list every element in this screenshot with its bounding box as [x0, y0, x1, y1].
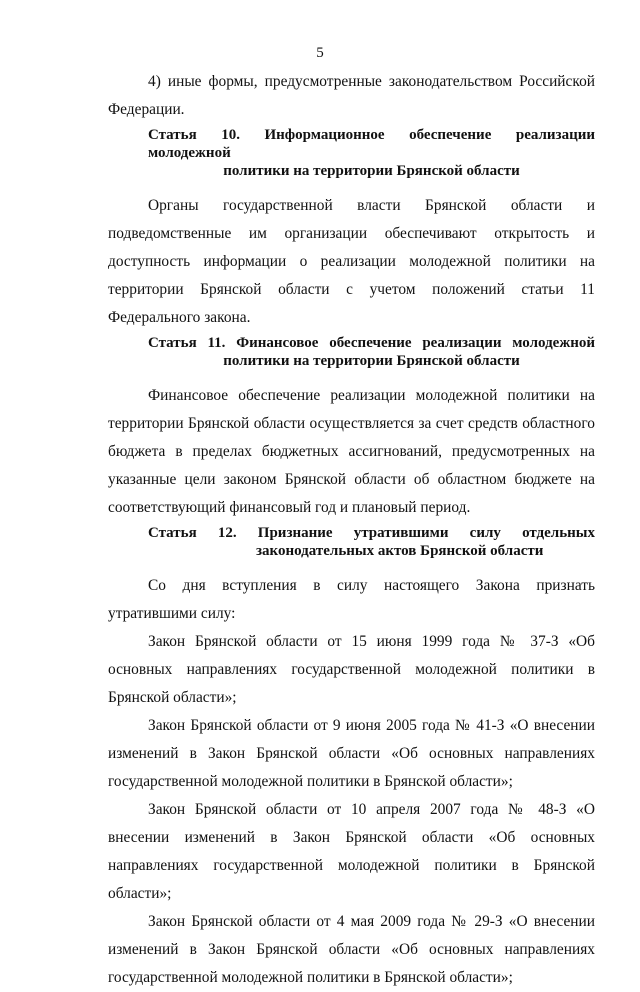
- repealed-law-item: Закон Брянской области от 10 апреля 2007 года № 48-З «О внесении изменений в Закон Брянской области «Об основных направлениях государственной молодежной политики в Брянской области»;: [108, 801, 595, 902]
- article-12-heading-line-1: Статья 12. Признание утратившими силу отдельных: [148, 525, 595, 541]
- paragraph-article-10: Органы государственной власти Брянской области и подведомственные им организации обеспечивают открытость и доступность информации о реализации молодежной политики на территории Брянской области с учетом положений статьи 11 Федерального закона.: [108, 197, 595, 326]
- repealed-law-item: Закон Брянской области от 9 июня 2005 года № 41-З «О внесении изменений в Закон Брянской области «Об основных направлениях государственной молодежной политики в Брянской области»;: [108, 717, 595, 790]
- page-number: 5: [316, 45, 324, 61]
- article-11-heading-line-2: политики на территории Брянской области: [223, 353, 520, 369]
- page-content: [108, 68, 595, 992]
- article-12-heading: [108, 524, 595, 560]
- article-12-heading-line-2: законодательных актов Брянской области: [256, 543, 544, 559]
- repealed-law-item: Закон Брянской области от 4 мая 2009 года № 29-З «О внесении изменений в Закон Брянской области «Об основных направлениях государственной молодежной политики в Брянской области»;: [108, 913, 595, 986]
- article-10-heading-line-2: политики на территории Брянской области: [223, 163, 520, 179]
- paragraph-article-11: Финансовое обеспечение реализации молодежной политики на территории Брянской области осуществляется за счет средств областного бюджета в пределах бюджетных ассигнований, предусмотренных на указанные цели законом Брянской области об областном бюджете на соответствующий финансовый год и плановый период.: [108, 387, 595, 516]
- paragraph-other-forms: 4) иные формы, предусмотренные законодательством Российской Федерации.: [108, 73, 595, 118]
- article-10-heading-line-1: Статья 10. Информационное обеспечение реализации молодежной: [148, 127, 595, 161]
- repealed-law-item: Закон Брянской области от 15 июня 1999 года № 37-З «Об основных направлениях государственной молодежной политики в Брянской области»;: [108, 633, 595, 706]
- paragraph-article-12-intro: Со дня вступления в силу настоящего Закона признать утратившими силу:: [108, 577, 595, 622]
- article-11-heading: [108, 334, 595, 370]
- article-11-heading-line-1: Статья 11. Финансовое обеспечение реализации молодежной: [148, 335, 595, 351]
- article-10-heading: [108, 126, 595, 180]
